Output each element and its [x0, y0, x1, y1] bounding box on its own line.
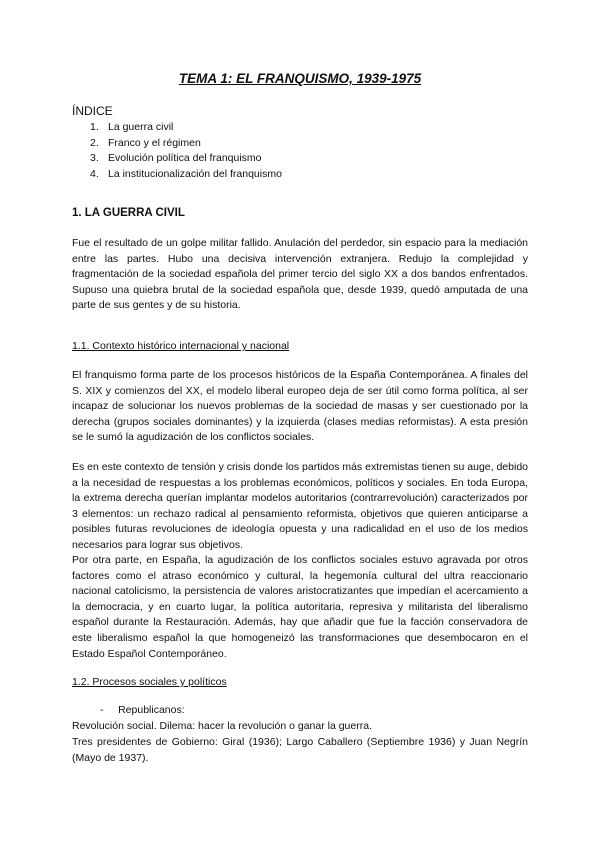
text-line-revolucion: Revolución social. Dilema: hacer la revolución o ganar la guerra. [72, 720, 372, 732]
subsection-heading-procesos: 1.2. Procesos sociales y políticos [72, 676, 227, 688]
index-label: ÍNDICE [72, 104, 113, 118]
toc-item-text: Evolución política del franquismo [108, 152, 262, 164]
toc-item [90, 151, 282, 167]
table-of-contents [90, 120, 282, 182]
intro-paragraph: Fue el resultado de un golpe militar fallido. Anulación del perdedor, sin espacio para la mediación entre las partes. Hubo una decisiva intervención extranjera. Redujo la complejidad y fragmentación de la sociedad española del primer tercio del siglo XX a dos bandos enfrentados. Supuso una quiebra brutal de la sociedad española que, desde 1939, quedó amputada de una parte de sus gentes y de su historia. [72, 237, 528, 312]
document-title: TEMA 1: EL FRANQUISMO, 1939-1975 [178, 71, 422, 86]
subsection-heading-contexto: 1.1. Contexto histórico internacional y nacional [72, 340, 290, 352]
bullet-text: Republicanos: [118, 704, 185, 716]
paragraph-contexto-2: Es en este contexto de tensión y crisis donde los partidos más extremistas tienen su auge, debido a la necesidad de respuestas a los problemas económicos, políticos y sociales. En toda Europa, la extrema derecha querían implantar modelos autoritarios (contrarrevolución) caracterizados por 3 elementos: un rechazo radical al pensamiento reformista, objetivos que quieren anticiparse a posibles futuras revoluciones de ideología opuesta y una radicalidad en el uso de los medios necesarios para lograr sus objetivos. [72, 461, 528, 551]
toc-item-number: 4. [90, 167, 99, 180]
bullet-republicanos: - Republicanos: [100, 704, 185, 716]
toc-item-number: 2. [90, 136, 99, 149]
toc-item-number: 1. [90, 121, 99, 133]
toc-item-number: 3. [90, 152, 99, 164]
toc-item [90, 120, 282, 136]
paragraph-contexto-1: El franquismo forma parte de los procesos históricos de la España Contemporánea. A finales del S. XIX y comienzos del XX, el modelo liberal europeo deja de ser útil como forma política, al ser incapaz de solucionar los nuevos problemas de la sociedad de masas y ser cuestionado por la derecha (grupos sociales dominantes) y la izquierda (clases medias reformistas). A esta presión se le sumó la agudización de los conflictos sociales. [72, 369, 528, 444]
toc-item-text: Franco y el régimen [108, 136, 201, 149]
toc-item-text: La guerra civil [108, 121, 174, 133]
toc-item-text: La institucionalización del franquismo [108, 167, 282, 180]
toc-item [90, 167, 282, 183]
paragraph-contexto-3: Por otra parte, en España, la agudización de los conflictos sociales estuvo agravada por otros factores como el atraso económico y cultural, la hegemonía cultural del ultra reaccionario nacional catolicismo, la persistencia de valores aristocratizantes que impedían el acercamiento a la democracia, y en cuarto lugar, la política autoritaria, represiva y militarista del liberalismo español durante la Restauración. Además, hay que añadir que fue la facción conservadora de este liberalismo español la que homogeneizó las transformaciones que desembocaron en el Estado Español Contemporáneo. [72, 554, 528, 660]
text-line-presidentes: Tres presidentes de Gobierno: Giral (1936); Largo Caballero (Septiembre 1936) y Juan Negrín (Mayo de 1937). [72, 736, 528, 764]
section-heading-guerra-civil: 1. LA GUERRA CIVIL [72, 207, 185, 219]
toc-item [90, 136, 282, 152]
